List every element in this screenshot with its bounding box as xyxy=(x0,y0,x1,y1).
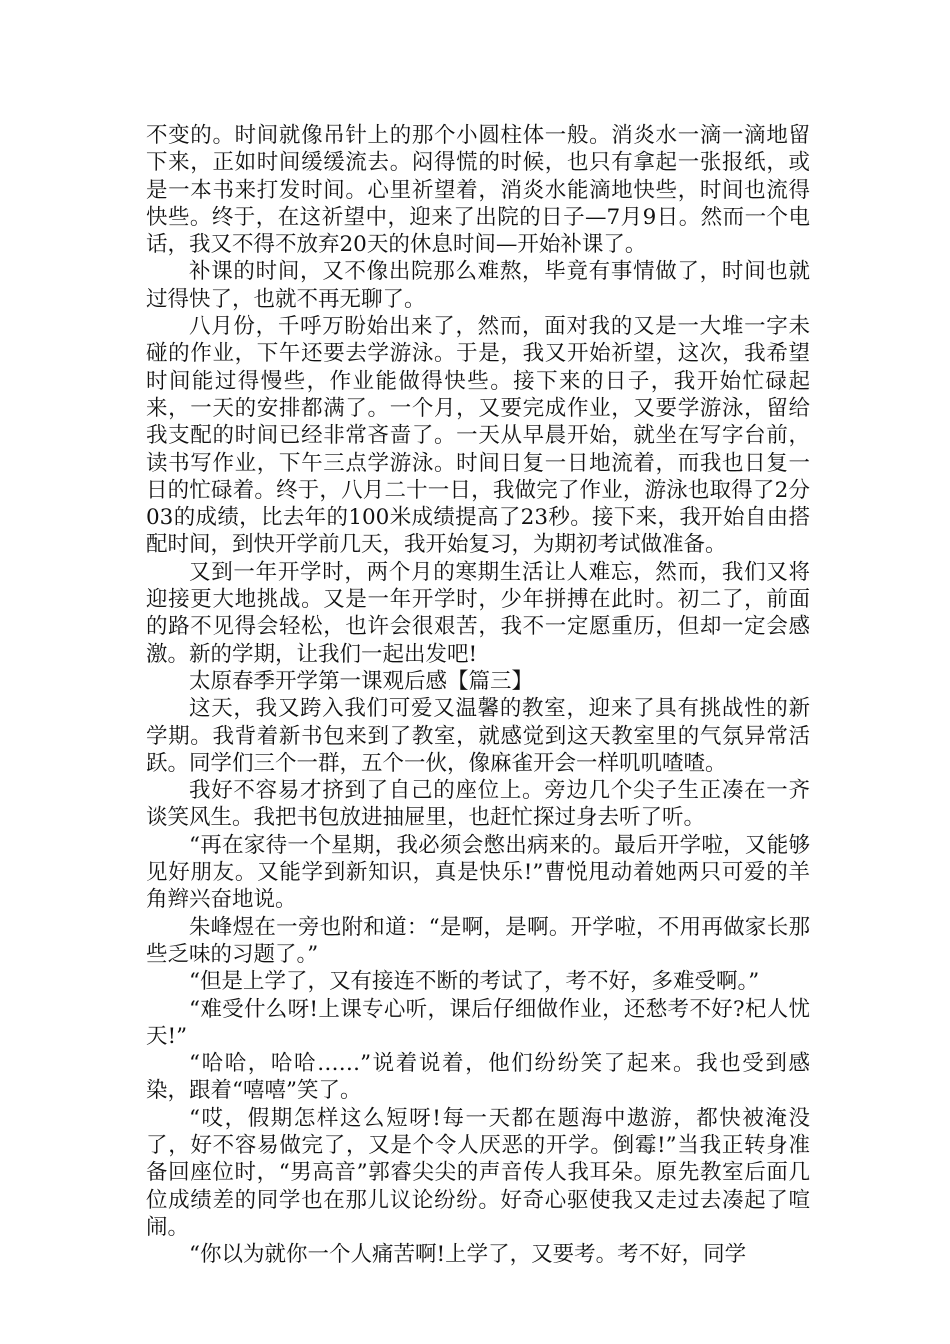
paragraph: 又到一年开学时，两个月的寒期生活让人难忘，然而，我们又将迎接更大地挑战。又是一年开学时，少年拼搏在此时。初二了，前面的路不见得会轻松，也许会很艰苦，我不一定愿重历，但却一定会感激。新的学期，让我们一起出发吧! xyxy=(146,559,810,667)
paragraph: 朱峰煜在一旁也附和道：“是啊，是啊。开学啦，不用再做家长那些乏味的习题了。” xyxy=(146,914,810,967)
paragraph: “哎，假期怎样这么短呀!每一天都在题海中遨游，都快被淹没了，好不容易做完了，又是个令人厌恶的开学。倒霉!”当我正转身准备回座位时，“男高音”郭睿尖尖的声音传人我耳朵。原先教室后面几位成绩差的同学也在那儿议论纷纷。好奇心驱使我又走过去凑起了喧闹。 xyxy=(146,1105,810,1240)
section-heading: 太原春季开学第一课观后感【篇三】 xyxy=(189,668,534,694)
paragraph: “再在家待一个星期，我必须会憋出病来的。最后开学啦，又能够见好朋友。又能学到新知识，真是快乐!”曹悦甩动着她两只可爱的羊角辫兴奋地说。 xyxy=(146,832,810,913)
paragraph: “但是上学了，又有接连不断的考试了，考不好，多难受啊。” xyxy=(189,969,760,995)
paragraph: “哈哈，哈哈……”说着说着，他们纷纷笑了起来。我也受到感染，跟着“嘻嘻”笑了。 xyxy=(146,1051,810,1104)
paragraph: 不变的。时间就像吊针上的那个小圆柱体一般。消炎水一滴一滴地留下来，正如时间缓缓流去。闷得慌的时候，也只有拿起一张报纸，或是一本书来打发时间。心里祈望着，消炎水能滴地快些，时间也流得快些。终于，在这祈望中，迎来了出院的日子—7月9日。然而一个电话，我又不得不放弃20天的休息时间—开始补课了。 xyxy=(146,123,810,258)
paragraph: 我好不容易才挤到了自己的座位上。旁边几个尖子生正凑在一齐谈笑风生。我把书包放进抽屉里，也赶忙探过身去听了听。 xyxy=(146,778,810,831)
paragraph: 八月份，千呼万盼始出来了，然而，面对我的又是一大堆一字未碰的作业，下午还要去学游泳。于是，我又开始祈望，这次，我希望时间能过得慢些，作业能做得快些。接下来的日子，我开始忙碌起来，一天的安排都满了。一个月，又要完成作业，又要学游泳，留给我支配的时间已经非常吝啬了。一天从早晨开始，就坐在写字台前，读书写作业，下午三点学游泳。时间日复一日地流着，而我也日复一日的忙碌着。终于，八月二十一日，我做完了作业，游泳也取得了2分03的成绩，比去年的100米成绩提高了23秒。接下来，我开始自由搭配时间，到快开学前几天，我开始复习，为期初考试做准备。 xyxy=(146,314,810,558)
paragraph: “你以为就你一个人痛苦啊!上学了，又要考。考不好，同学 xyxy=(189,1242,747,1268)
paragraph: 补课的时间，又不像出院那么难熬，毕竟有事情做了，时间也就过得快了，也就不再无聊了。 xyxy=(146,259,810,312)
paragraph: 这天，我又跨入我们可爱又温馨的教室，迎来了具有挑战性的新学期。我背着新书包来到了教室，就感觉到这天教室里的气氛异常活跃。同学们三个一群，五个一伙，像麻雀开会一样叽叽喳喳。 xyxy=(146,696,810,776)
document-page xyxy=(146,122,810,1268)
paragraph: “难受什么呀!上课专心听，课后仔细做作业，还愁考不好?杞人忧天!” xyxy=(146,996,810,1049)
